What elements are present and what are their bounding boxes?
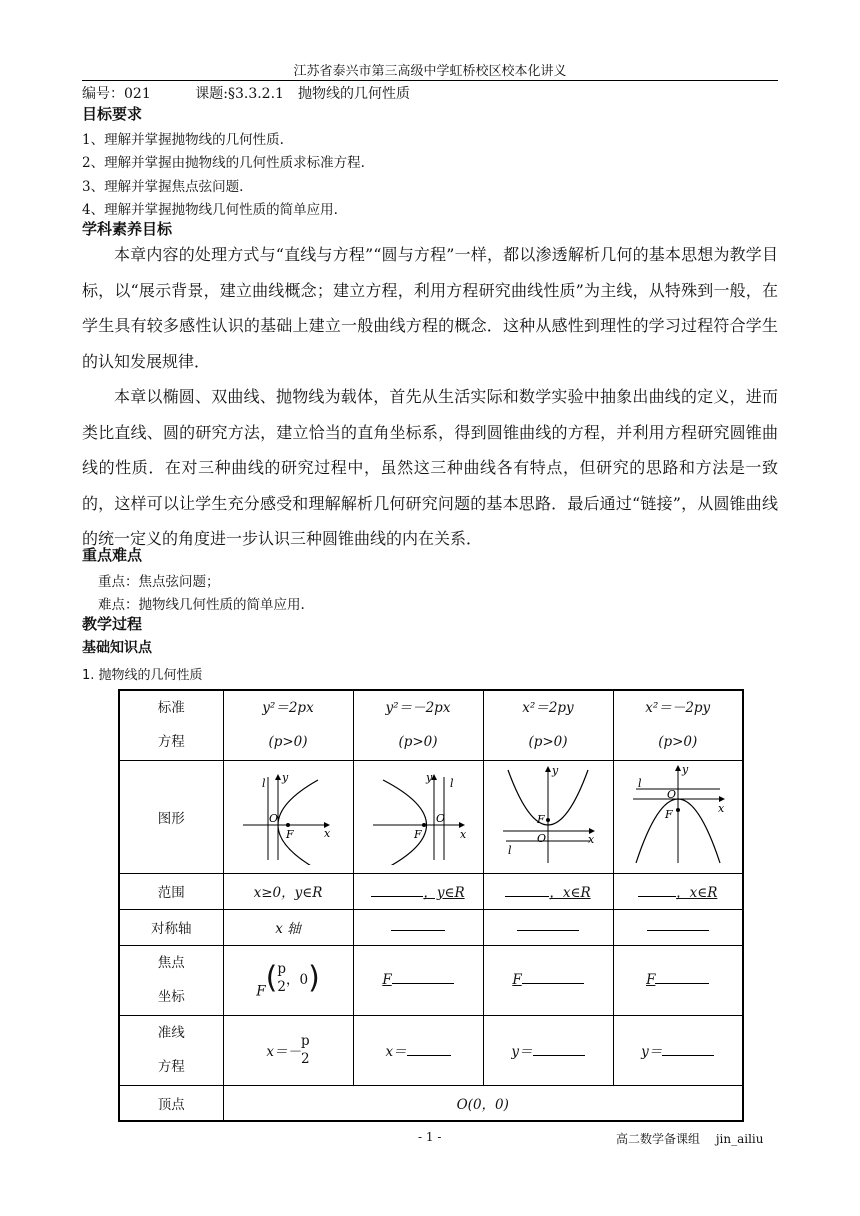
- row-figure: [119, 760, 743, 873]
- figure-cell: [483, 760, 613, 873]
- row-label: 准线 方程: [119, 1015, 223, 1085]
- directrix-cell: x＝－ p 2: [223, 1015, 353, 1085]
- basics-heading: 基础知识点: [82, 640, 152, 656]
- parabola-left-graph: [368, 765, 468, 865]
- equation-cell: y²＝2px (p>0): [223, 690, 353, 760]
- row-label: 焦点 坐标: [119, 945, 223, 1015]
- figure-cell: [223, 760, 353, 873]
- row-label: 对称轴: [119, 909, 223, 945]
- footer-group: 高二数学备课组 jin_ailiu: [616, 1132, 764, 1146]
- range-cell: ，x∈R: [613, 873, 743, 909]
- literacy-paragraph-1: 本章内容的处理方式与“直线与方程”“圆与方程”一样，都以渗透解析几何的基本思想为教学目标，以“展示背景，建立曲线概念；建立方程，利用方程研究曲线性质”为主线，从特殊到一般，在学生具有较多感性认识的基础上建立一般曲线方程的概念．这种从感性到理性的学习过程符合学生的认知发展规律．: [82, 245, 778, 371]
- svg-text:l: l: [637, 776, 642, 790]
- svg-text:y: y: [282, 770, 289, 784]
- parabola-down-graph: [628, 765, 728, 865]
- svg-text:O: O: [269, 811, 279, 825]
- svg-text:O: O: [436, 811, 446, 825]
- row-directrix: [119, 1015, 743, 1085]
- axis-cell: x 轴: [223, 909, 353, 945]
- row-label: 图形: [119, 760, 223, 873]
- range-cell: x≥0，y∈R: [223, 873, 353, 909]
- svg-text:O: O: [666, 787, 676, 801]
- page-number: - 1 -: [418, 1130, 442, 1144]
- lesson-topic: 课题:§3.3.2.1 抛物线的几何性质: [195, 86, 410, 102]
- directrix-cell: y＝: [483, 1015, 613, 1085]
- svg-text:x: x: [717, 801, 724, 815]
- svg-text:l: l: [508, 843, 512, 857]
- svg-text:F: F: [537, 812, 545, 826]
- svg-text:F: F: [664, 807, 673, 821]
- goal-item: 1、理解并掌握抛物线的几何性质.: [82, 132, 284, 148]
- lesson-meta: [82, 83, 410, 103]
- item-1-title: 1. 抛物线的几何性质: [82, 668, 203, 683]
- key-heading: 重点难点: [82, 546, 143, 564]
- equation-cell: x²＝2py (p>0): [483, 690, 613, 760]
- header-rule: [82, 80, 778, 81]
- axis-cell: [353, 909, 483, 945]
- key-point: 重点：焦点弦问题；: [98, 574, 220, 590]
- svg-text:x: x: [588, 832, 595, 846]
- row-label: 顶点: [119, 1085, 223, 1121]
- svg-text:x: x: [460, 827, 467, 841]
- svg-text:y: y: [426, 770, 433, 784]
- row-focus: [119, 945, 743, 1015]
- range-cell: ，x∈R: [483, 873, 613, 909]
- goals-heading: 目标要求: [82, 105, 143, 123]
- difficult-point: 难点：抛物线几何性质的简单应用.: [98, 597, 305, 613]
- svg-text:l: l: [262, 776, 266, 790]
- goal-item: 4、理解并掌握抛物线几何性质的简单应用.: [82, 202, 338, 218]
- svg-text:y: y: [552, 764, 559, 777]
- row-vertex: [119, 1085, 743, 1121]
- svg-text:F: F: [414, 827, 422, 841]
- school-header: 江苏省泰兴市第三高级中学虹桥校区校本化讲义: [293, 64, 567, 79]
- svg-text:O: O: [537, 831, 547, 845]
- svg-text:l: l: [450, 776, 454, 790]
- focus-cell: F( p 2，0): [223, 945, 353, 1015]
- literacy-heading: 学科素养目标: [82, 220, 173, 238]
- row-label: 标准 方程: [119, 690, 223, 760]
- figure-cell: [353, 760, 483, 873]
- lesson-number: 编号：021: [82, 86, 151, 102]
- svg-text:y: y: [681, 764, 688, 776]
- row-equation: [119, 690, 743, 760]
- directrix-cell: x＝: [353, 1015, 483, 1085]
- goal-item: 3、理解并掌握焦点弦问题.: [82, 179, 244, 195]
- svg-text:F: F: [286, 827, 294, 841]
- row-range: [119, 873, 743, 909]
- literacy-paragraph-2: 本章以椭圆、双曲线、抛物线为载体，首先从生活实际和数学实验中抽象出曲线的定义，进而类比直线、圆的研究方法，建立恰当的直角坐标系，得到圆锥曲线的方程，并利用方程研究圆锥曲线的性质．在对三种曲线的研究过程中，虽然这三种曲线各有特点，但研究的思路和方法是一致的，这样可以让学生充分感受和理解解析几何研究问题的基本思路．最后通过“链接”，从圆锥曲线的统一定义的角度进一步认识三种圆锥曲线的内在关系．: [82, 387, 778, 548]
- process-heading: 教学过程: [82, 615, 143, 633]
- parabola-right-graph: [238, 765, 338, 865]
- equation-cell: y²＝－2px (p>0): [353, 690, 483, 760]
- focus-cell: F: [353, 945, 483, 1015]
- equation-cell: x²＝－2py (p>0): [613, 690, 743, 760]
- parabola-up-graph: [498, 765, 598, 865]
- vertex-cell: O(0，0): [223, 1085, 743, 1121]
- focus-cell: F: [483, 945, 613, 1015]
- range-cell: ，y∈R: [353, 873, 483, 909]
- directrix-cell: y＝: [613, 1015, 743, 1085]
- focus-cell: F: [613, 945, 743, 1015]
- row-axis: [119, 909, 743, 945]
- goal-item: 2、理解并掌握由抛物线的几何性质求标准方程.: [82, 155, 365, 171]
- row-label: 范围: [119, 873, 223, 909]
- figure-cell: [613, 760, 743, 873]
- axis-cell: [483, 909, 613, 945]
- parabola-properties-table: [118, 689, 744, 1122]
- svg-text:x: x: [324, 826, 331, 840]
- axis-cell: [613, 909, 743, 945]
